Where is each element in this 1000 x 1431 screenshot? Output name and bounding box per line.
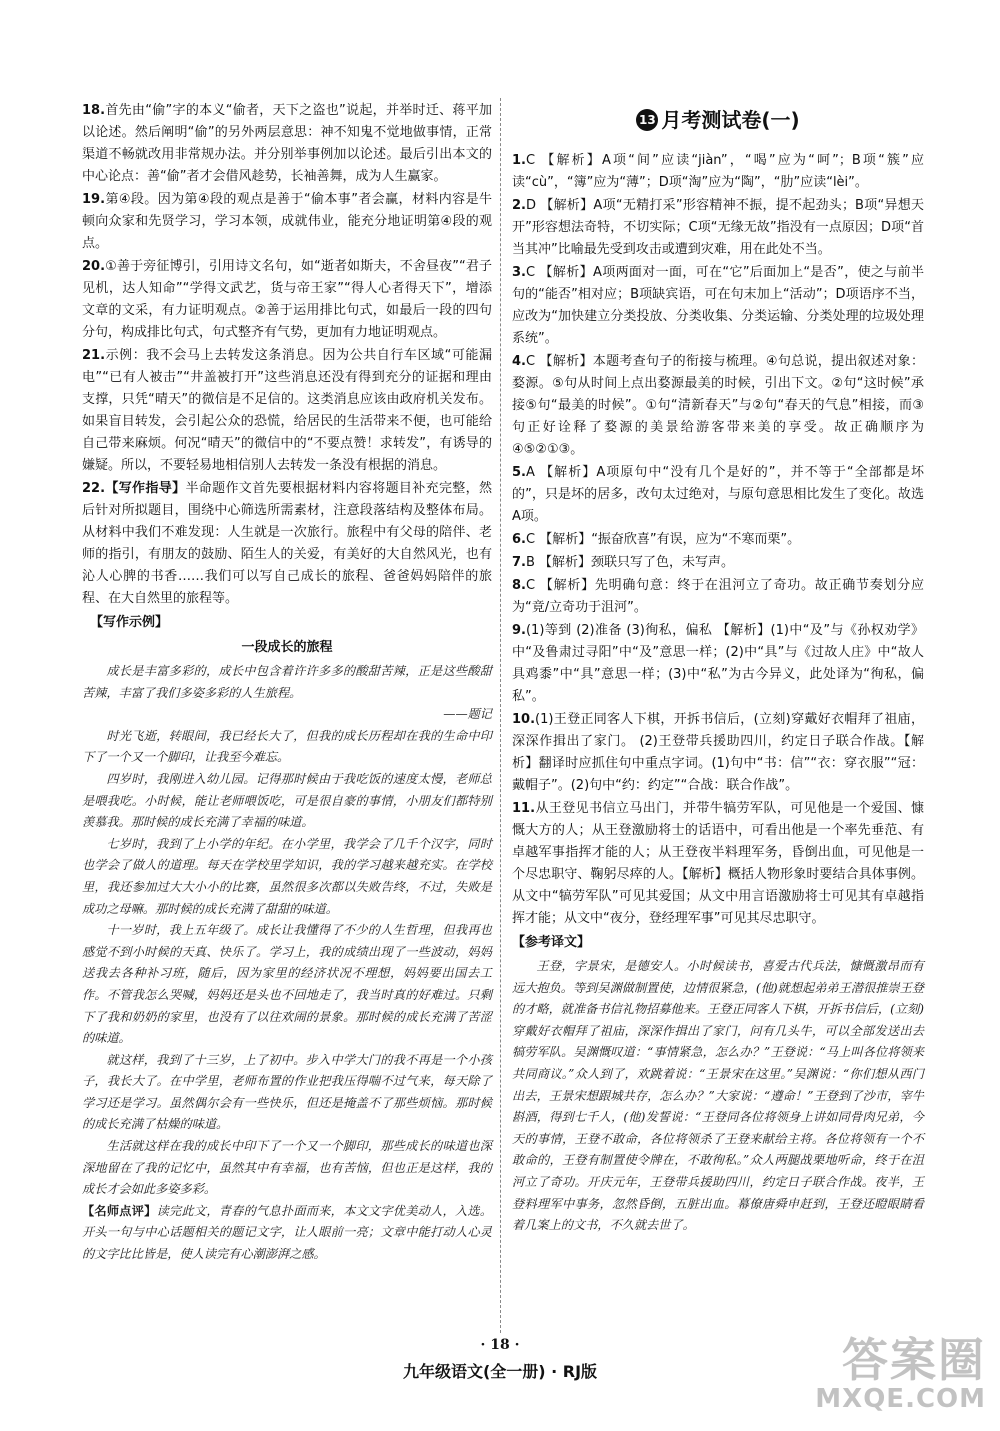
essay-paragraph: 时光飞逝，转眼间，我已经长大了，但我的成长历程却在我的生命中印下了一个又一个脚印，让我至今难忘。 [82, 728, 492, 765]
answer-number: 19. [82, 192, 106, 207]
writing-example-label: 【写作示例】 [90, 615, 169, 630]
essay-signature: ——题记 [443, 707, 492, 722]
answer-9 [512, 620, 924, 708]
answer-number: 9. [512, 623, 526, 638]
answer-11 [512, 798, 924, 930]
answer-text: (1)王登正同客人下棋，开拆书信后，(立刻)穿戴好衣帽拜了祖庙，深深作揖出了家门。 (2)王登带兵援助四川，约定日子联合作战。【解析】翻译时应抓住句中重点字词。(1)句中“书：信”“衣：穿衣服”“冠：戴帽子”。(2)句中“约：约定”“合战：联合作战”。 [512, 712, 924, 793]
section-title [512, 100, 924, 140]
answer-number: 1. [512, 153, 526, 168]
watermark-text-url: MXQE.COM [815, 1384, 986, 1414]
answer-number: 3. [512, 265, 526, 280]
answer-number: 20. [82, 259, 106, 274]
writing-guide-tag: 【写作指导】 [105, 481, 186, 496]
answer-text: C 【解析】A项“间”应读“jiàn”，“喝”应为“呵”；B项“簇”应读“cù”，“簿”应为“薄”；D项“淘”应为“陶”，“肋”应读“lèi”。 [512, 153, 924, 190]
answer-number: 22. [82, 481, 106, 496]
answer-7 [512, 552, 924, 574]
answer-1 [512, 150, 924, 194]
answer-text: 半命题作文首先要根据材料内容将题目补充完整，然后针对所拟题目，围绕中心筛选所需素材，注意段落结构及整体布局。从材料中我们不难发现：人生就是一次旅行。旅程中有父母的陪伴、老师的指引，有朋友的鼓励、陌生人的关爱，有美好的大自然风光，也有沁人心脾的书香……我们可以写自己成长的旅程、爸爸妈妈陪伴的旅程、在大自然里的旅程等。 [82, 481, 492, 606]
column-divider [500, 98, 501, 1333]
answer-number: 10. [512, 712, 536, 727]
watermark-text-cn: 答案圈 [842, 1333, 986, 1387]
answer-number: 6. [512, 532, 526, 547]
answer-text: 第④段。因为第④段的观点是善于“偷本事”者会赢，材料内容是牛顿向众家和先贤学习，学习本领，成就伟业，能充分地证明第④段的观点。 [82, 192, 492, 251]
reference-translation-label: 【参考译文】 [512, 935, 591, 950]
answer-text: 首先由“偷”字的本义“偷者，天下之盗也”说起，并举时迁、蒋平加以论述。然后阐明“偷”的另外两层意思：神不知鬼不觉地做事情，正常渠道不畅就改用非常规办法。并分别举事例加以论述。最后引出本文的中心论点：善“偷”者才会借风趁势，长袖善舞，成为人生赢家。 [82, 103, 492, 184]
answer-text: 示例：我不会马上去转发这条消息。因为公共自行车区域“可能漏电”“已有人被击”“井盖被打开”这些消息还没有得到充分的证据和理由支撑，只凭“晴天”的微信是不足信的。这类消息应该由政府机关发布。如果盲目转发，会引起公众的恐慌，给居民的生活带来不便，也可能给自己带来麻烦。何况“晴天”的微信中的“不要点赞！求转发”，有诱导的嫌疑。所以，不要轻易地相信别人去转发一条没有根据的消息。 [82, 348, 492, 473]
answer-text: C 【解析】本题考查句子的衔接与梳理。④句总说，提出叙述对象：婺源。⑤句从时间上点出婺源最美的时候，引出下文。②句“这时候”承接⑤句“最美的时候”。①句“清新春天”与②句“春天的气息”相接，而③句正好诠释了婺源的美景给游客带来美的享受。故正确顺序为④⑤②①③。 [512, 354, 924, 457]
reference-translation [512, 956, 924, 1237]
answer-number: 21. [82, 348, 106, 363]
translation-text: 王登，字景宋，是德安人。小时候读书，喜爱古代兵法，慷慨激昂而有远大抱负。等到吴渊做制置使，边情很紧急，(他)就想起弟弟王潜很推崇王登的才略，就准备书信礼物招募他来。王登正同客人下棋，开拆书信后，(立刻)穿戴好衣帽拜了祖庙，深深作揖出了家门，问有几头牛，可以全部发送出去犒劳军队。吴渊慨叹道：“事情紧急，怎么办？”王登说：“马上叫各位将领来共同商议。”众人到了，欢跳着说：“王景宋在这里。”吴渊说：“你们想从西门出去，王景宋想跟城共存，怎么办？”大家说：“遵命！”王登到了沙市，宰牛斟酒，得到七千人，(他)发誓说：“王登同各位将领身上讲如同骨肉兄弟，今天的事情，王登不敢命，各位将领杀了王登来献给主将。各位将领有一个不敢命的，王登有制置使令牌在，不敢徇私。”众人两腿战栗地听命，终于在沮河立了奇功。开庆元年，王登带兵援助四川，约定日子联合作战。夜半，王登料理军中事务，忽然昏倒，五脏出血。幕僚唐舜申赶到，王登还瞪眼睛看着几案上的文书，不久就去世了。 [512, 959, 924, 1233]
answer-text: B 【解析】颈联只写了色，未写声。 [525, 555, 735, 570]
answer-text: A 【解析】A项原句中“没有几个是好的”，并不等于“全部都是坏的”，只是坏的居多，改句太过绝对，与原句意思相比发生了变化。故选A项。 [512, 465, 924, 524]
answer-3 [512, 262, 924, 350]
answer-19 [82, 189, 492, 255]
answer-text: (1)等到 (2)准备 (3)徇私，偏私 【解析】(1)中“及”与《孙权劝学》中“及鲁肃过寻阳”中“及”意思一样；(2)中“具”与《过故人庄》中“故人具鸡黍”中“具”意思一样；(3)中“私”为古今异义，此处译为“徇私，偏私”。 [512, 623, 924, 704]
answer-text: ①善于旁征博引，引用诗文名句，如“逝者如斯夫，不舍昼夜”“君子见机，达人知命”“学得文武艺，货与帝王家”“得人心者得天下”，增添文章的文采，有力证明观点。②善于运用排比句式，如最后一段的四句分句，构成排比句式，句式整齐有气势，更加有力地证明观点。 [82, 259, 492, 340]
site-watermark-logo [801, 1335, 986, 1419]
answer-4 [512, 351, 924, 461]
answer-number: 4. [512, 354, 526, 369]
answer-number: 18. [82, 103, 106, 118]
essay-body [82, 661, 492, 1266]
answer-number: 11. [512, 801, 536, 816]
answer-number: 2. [512, 198, 526, 213]
answer-10 [512, 709, 924, 797]
left-column [82, 100, 492, 1266]
answer-number: 5. [512, 465, 526, 480]
essay-paragraph: 四岁时，我刚进入幼儿园。记得那时候由于我吃饭的速度太慢，老师总是喂我吃。小时候，能让老师喂饭吃，可是很自豪的事情，小朋友们都特别羡慕我。那时候的成长充满了幸福的味道。 [82, 771, 492, 830]
essay-paragraph: 生活就这样在我的成长中印下了一个又一个脚印，那些成长的味道也深深地留在了我的记忆中，虽然其中有幸福，也有苦恼，但也正是这样，我的成长才会如此多姿多彩。 [82, 1139, 492, 1197]
book-title: 九年级语文(全一册) · RJ版 [402, 1362, 598, 1381]
essay-paragraph: 十一岁时，我上五年级了。成长让我懂得了不少的人生哲理，但我再也感觉不到小时候的天真、快乐了。学习上，我的成绩出现了一些波动，妈妈送我去各种补习班，随后，因为家里的经济状况不理想，妈妈要出国去工作。不管我怎么哭喊，妈妈还是头也不回地走了，我当时真的好难过。只剩下了我和奶奶的家里，也没有了以往欢闹的景象。那时候的成长充满了苦涩的味道。 [82, 923, 492, 1046]
answer-number: 8. [512, 578, 526, 593]
answer-number: 7. [512, 555, 526, 570]
essay-paragraph: 就这样，我到了十三岁，上了初中。步入中学大门的我不再是一个小孩子，我长大了。在中学里，老师布置的作业把我压得喘不过气来，每天除了学习还是学习。虽然偶尔会有一些快乐，但还是掩盖不了那些烦恼。那时候的成长充满了枯燥的味道。 [82, 1052, 492, 1132]
essay-title: 一段成长的旅程 [241, 640, 333, 655]
section-title-text: 月考测试卷(一) [661, 108, 800, 132]
answer-20 [82, 256, 492, 344]
essay-paragraph: 成长是丰富多彩的，成长中包含着许许多多的酸甜苦辣，正是这些酸甜苦辣，丰富了我们多姿多彩的人生旅程。 [82, 664, 492, 700]
answer-21 [82, 345, 492, 477]
answer-22 [82, 478, 492, 610]
answer-text: C 【解析】A项两面对一面，可在“它”后面加上“是否”，使之与前半句的“能否”相对应；B项缺宾语，可在句末加上“活动”；D项语序不当，应改为“加快建立分类投放、分类收集、分类运输、分类处理的垃圾处理系统”。 [512, 265, 924, 346]
teacher-comment-tag: 【名师点评】 [82, 1203, 157, 1218]
answer-text: C 【解析】“振奋欣喜”有误，应为“不寒而栗”。 [525, 532, 801, 547]
section-number-badge: 13 [636, 109, 658, 131]
page-number: · 18 · [480, 1337, 520, 1353]
answer-text: D 【解析】A项“无精打采”形容精神不振，提不起劲头；B项“异想天开”形容想法奇特，不切实际；C项“无缘无故”指没有一点原因；D项“首当其冲”比喻最先受到攻击或遭到灾难，用在此处不当。 [512, 198, 924, 257]
answer-2 [512, 195, 924, 261]
answer-8 [512, 575, 924, 619]
answer-text: C 【解析】先明确句意：终于在沮河立了奇功。故正确节奏划分应为“竟/立奇功于沮河”。 [512, 578, 924, 615]
answer-5 [512, 462, 924, 528]
answer-text: 从王登见书信立马出门，并带牛犒劳军队，可见他是一个爱国、慷慨大方的人；从王登激励将士的话语中，可看出他是一个率先垂范、有卓越军事指挥才能的人；从王登夜半料理军务，昏倒出血，可见他是一个尽忠职守、鞠躬尽瘁的人。【解析】概括人物形象时要结合具体事例。从文中“犒劳军队”可见其爱国；从文中用言语激励将士可见其有卓越指挥才能；从文中“夜分，登经理军事”可见其尽忠职守。 [512, 801, 924, 926]
answer-6 [512, 529, 924, 551]
teacher-comment [82, 1201, 492, 1266]
right-column [512, 100, 924, 1237]
teacher-comment-text: 读完此文，青春的气息扑面而来，本文文字优美动人，入选。开头一句与中心话题相关的题记文字，让人眼前一亮；文章中能打动人心灵的文字比比皆是，使人读完有心潮澎湃之感。 [82, 1203, 493, 1262]
essay-paragraph: 七岁时，我到了上小学的年纪。在小学里，我学会了几千个汉字，同时也学会了做人的道理。每天在学校里学知识，我的学习越来越充实。在学校里，我还参加过大大小小的比赛，虽然很多次都以失败告终，不过，失败是成功之母嘛。那时候的成长充满了甜甜的味道。 [82, 836, 492, 916]
answer-18 [82, 100, 492, 188]
